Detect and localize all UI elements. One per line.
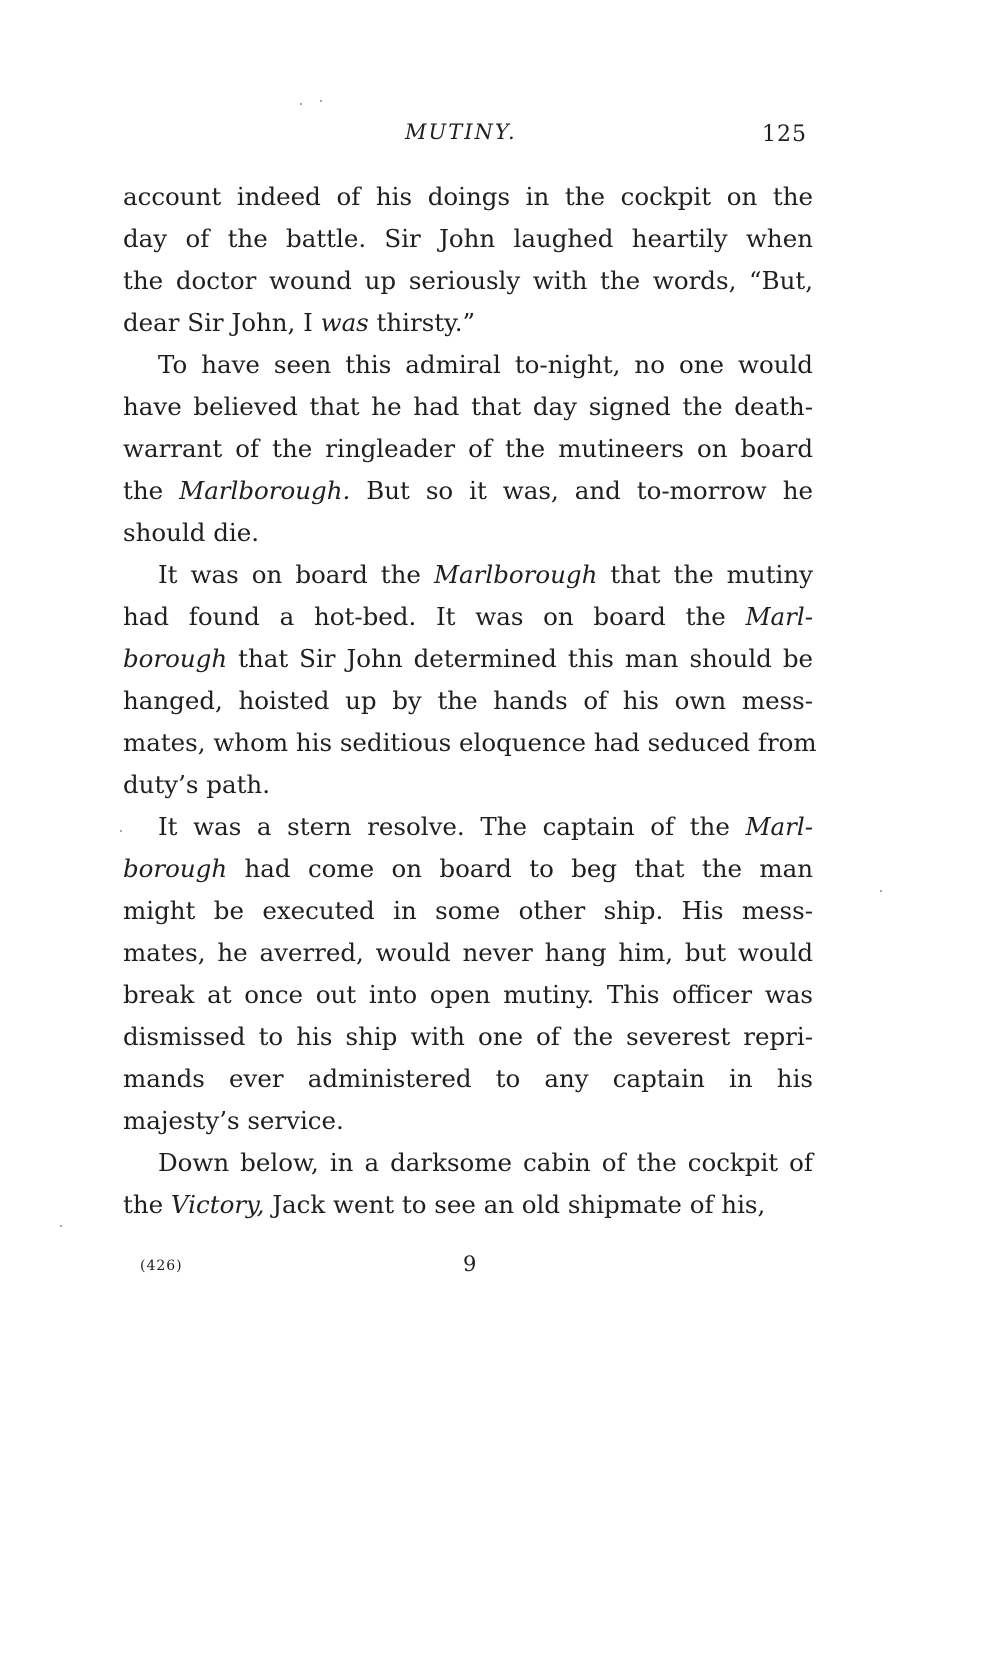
body-text: [123, 176, 817, 1226]
running-head: [0, 120, 1000, 150]
paper-speck: [300, 103, 302, 105]
text-line: mands ever administered to any captain in his: [123, 1064, 813, 1093]
text-line: have believed that he had that day signed the death-: [123, 392, 813, 421]
text-line: mates, whom his seditious eloquence had seduced from: [123, 728, 817, 757]
text-line: had found a hot-bed. It was on board the Marl-: [123, 602, 813, 631]
text-line: mates, he averred, would never hang him, but would: [123, 938, 813, 967]
text-line: should die.: [123, 518, 259, 547]
italic-text: Marl-: [745, 602, 813, 631]
text-line: the doctor wound up seriously with the words, “But,: [123, 266, 813, 295]
paragraph: [123, 1142, 813, 1226]
italic-text: Marlborough: [433, 560, 598, 589]
text-line: Down below, in a darksome cabin of the cockpit of: [158, 1148, 813, 1177]
text-line: majesty’s service.: [123, 1106, 344, 1135]
signature-mark: (426): [140, 1258, 183, 1274]
text-line: the Marlborough. But so it was, and to-morrow he: [123, 476, 814, 505]
text-line: dear Sir John, I was thirsty.”: [123, 308, 476, 337]
paragraph: [123, 806, 813, 1142]
italic-text: borough: [123, 854, 228, 883]
text-line: hanged, hoisted up by the hands of his own mess-: [123, 686, 813, 715]
paper-speck: [880, 890, 882, 892]
italic-text: was: [320, 308, 369, 337]
text-line: account indeed of his doings in the cockpit on the: [123, 182, 813, 211]
text-line: the Victory, Jack went to see an old shipmate of his,: [123, 1190, 766, 1219]
text-line: warrant of the ringleader of the mutineers on board: [123, 434, 813, 463]
paragraph: [123, 344, 813, 554]
text-line: It was a stern resolve. The captain of the Marl-: [158, 812, 813, 841]
paper-speck: [60, 1225, 62, 1227]
page-footer: [0, 1252, 1000, 1282]
paragraph: [123, 554, 817, 806]
text-line: duty’s path.: [123, 770, 270, 799]
italic-text: borough: [123, 644, 228, 673]
text-line: break at once out into open mutiny. This officer was: [123, 980, 813, 1009]
text-line: It was on board the Marlborough that the mutiny: [158, 560, 813, 589]
page-number: 125: [762, 122, 807, 147]
running-head-title: MUTINY.: [405, 120, 517, 144]
paper-speck: [320, 100, 322, 102]
text-line: To have seen this admiral to-night, no one would: [158, 350, 813, 379]
paragraph: [123, 176, 813, 344]
text-line: might be executed in some other ship. His mess-: [123, 896, 813, 925]
italic-text: Victory,: [170, 1190, 265, 1219]
text-line: dismissed to his ship with one of the severest repri-: [123, 1022, 813, 1051]
text-line: day of the battle. Sir John laughed heartily when: [123, 224, 813, 253]
italic-text: Marlborough.: [179, 476, 351, 505]
text-line: borough that Sir John determined this man should be: [123, 644, 813, 673]
paper-speck: [120, 830, 122, 832]
italic-text: Marl-: [745, 812, 813, 841]
sheet-number: 9: [463, 1252, 477, 1276]
text-line: borough had come on board to beg that the man: [123, 854, 813, 883]
